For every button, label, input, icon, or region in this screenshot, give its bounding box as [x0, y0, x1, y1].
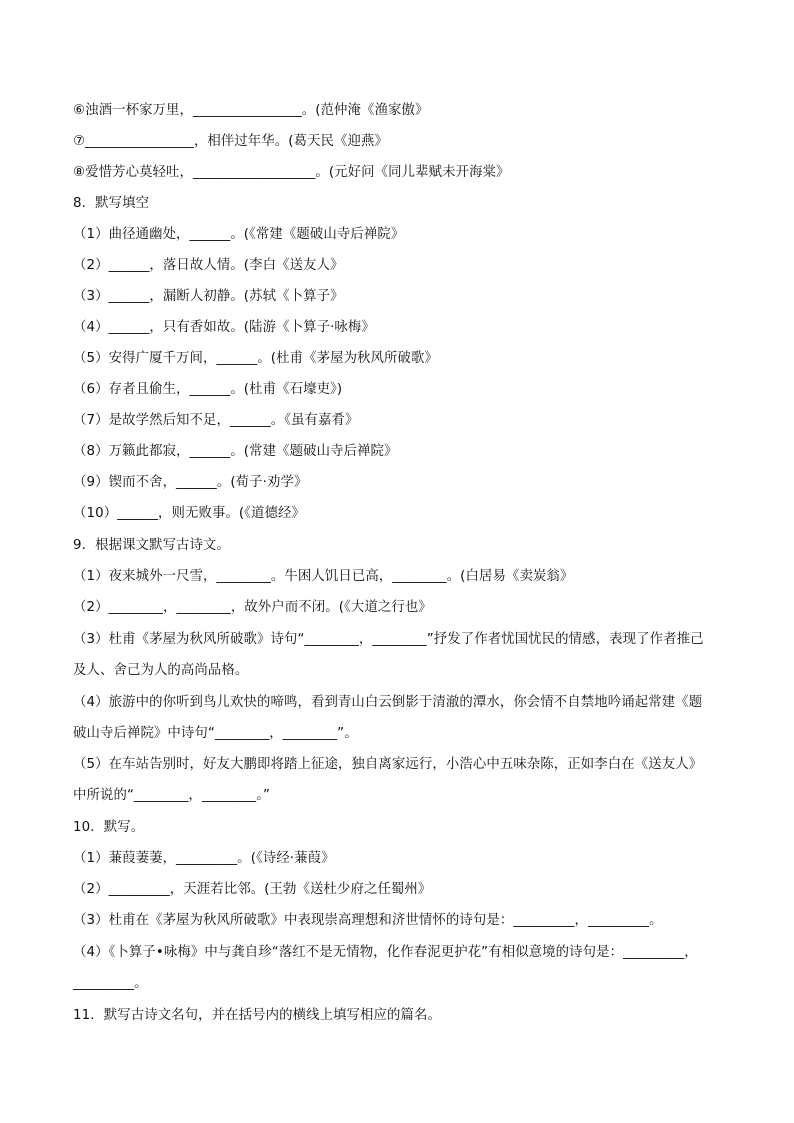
- q10-item-4: （4）《卜算子•咏梅》中与龚自珍“落红不是无情物，化作春泥更护花”有相似意境的诗句是：_________，: [73, 945, 698, 960]
- q8-item-1: （1）曲径通幽处，______。(《常建《题破山寺后禅院》: [73, 227, 405, 242]
- q8-heading: 8．默写填空: [73, 196, 150, 211]
- q9-item-3: （3）杜甫《茅屋为秋风所破歌》诗句“________，________”抒发了作者忧国忧民的情感，表现了作者推己: [73, 632, 704, 647]
- q7-item-7: ⑦________________，相伴过年华。(葛天民《迎燕》: [73, 134, 389, 149]
- q8-item-8: （8）万籁此都寂，______。(常建《题破山寺后禅院》: [73, 444, 398, 459]
- q10-item-1: （1）蒹葭萋萋，_________。(《诗经·蒹葭》: [73, 851, 335, 866]
- q10-item-4-cont: _________。: [73, 976, 148, 991]
- q9-item-5-cont: 中所说的“________，________。”: [73, 788, 271, 803]
- q8-item-9: （9）锲而不舍，______。(荀子·劝学》: [73, 475, 308, 490]
- q10-item-2: （2）_________，天涯若比邻。(王勃《送杜少府之任蜀州》: [73, 882, 432, 897]
- q8-item-2: （2）______，落日故人情。(李白《送友人》: [73, 258, 344, 273]
- q8-item-5: （5）安得广厦千万间，______。(杜甫《茅屋为秋风所破歌》: [73, 351, 438, 366]
- q9-heading: 9．根据课文默写古诗文。: [73, 538, 231, 553]
- q8-item-7: （7）是故学然后知不足，______。《虽有嘉肴》: [73, 413, 359, 428]
- q9-item-2: （2）________，________，故外户而不闭。(《大道之行也》: [73, 600, 432, 615]
- q11-heading: 11．默写古诗文名句，并在括号内的横线上填写相应的篇名。: [73, 1008, 441, 1023]
- q9-item-4-cont: 破山寺后禅院》中诗句“________，________”。: [73, 726, 358, 741]
- q10-item-3: （3）杜甫在《茅屋为秋风所破歌》中表现崇高理想和济世情怀的诗句是：_________，_________。: [73, 913, 663, 928]
- q8-item-4: （4）______，只有香如故。(陆游《卜算子·咏梅》: [73, 320, 375, 335]
- q9-item-1: （1）夜来城外一尺雪，________。牛困人饥日已高，________。(白居易《卖炭翁》: [73, 569, 574, 584]
- q8-item-3: （3）______，漏断人初静。(苏轼《卜算子》: [73, 289, 344, 304]
- q10-heading: 10．默写。: [73, 820, 145, 835]
- q9-item-4: （4）旅游中的你听到鸟儿欢快的啼鸣，看到青山白云倒影于清澈的潭水，你会情不自禁地吟诵起常建《题: [73, 695, 703, 710]
- q7-item-8: ⑧爱惜芳心莫轻吐，__________________。(元好问《同儿辈赋未开海棠》: [73, 165, 510, 180]
- q9-item-5: （5）在车站告别时，好友大鹏即将踏上征途，独自离家远行，小浩心中五味杂陈，正如李白在《送友人》: [73, 757, 703, 772]
- q8-item-10: （10）______，则无败事。(《道德经》: [73, 506, 306, 521]
- q8-item-6: （6）存者且偷生，______。(杜甫《石壕吏》): [73, 382, 343, 397]
- q7-item-6: ⑥浊酒一杯家万里，________________。(范仲淹《渔家傲》: [73, 103, 429, 118]
- q9-item-3-cont: 及人、舍己为人的高尚品格。: [73, 663, 249, 678]
